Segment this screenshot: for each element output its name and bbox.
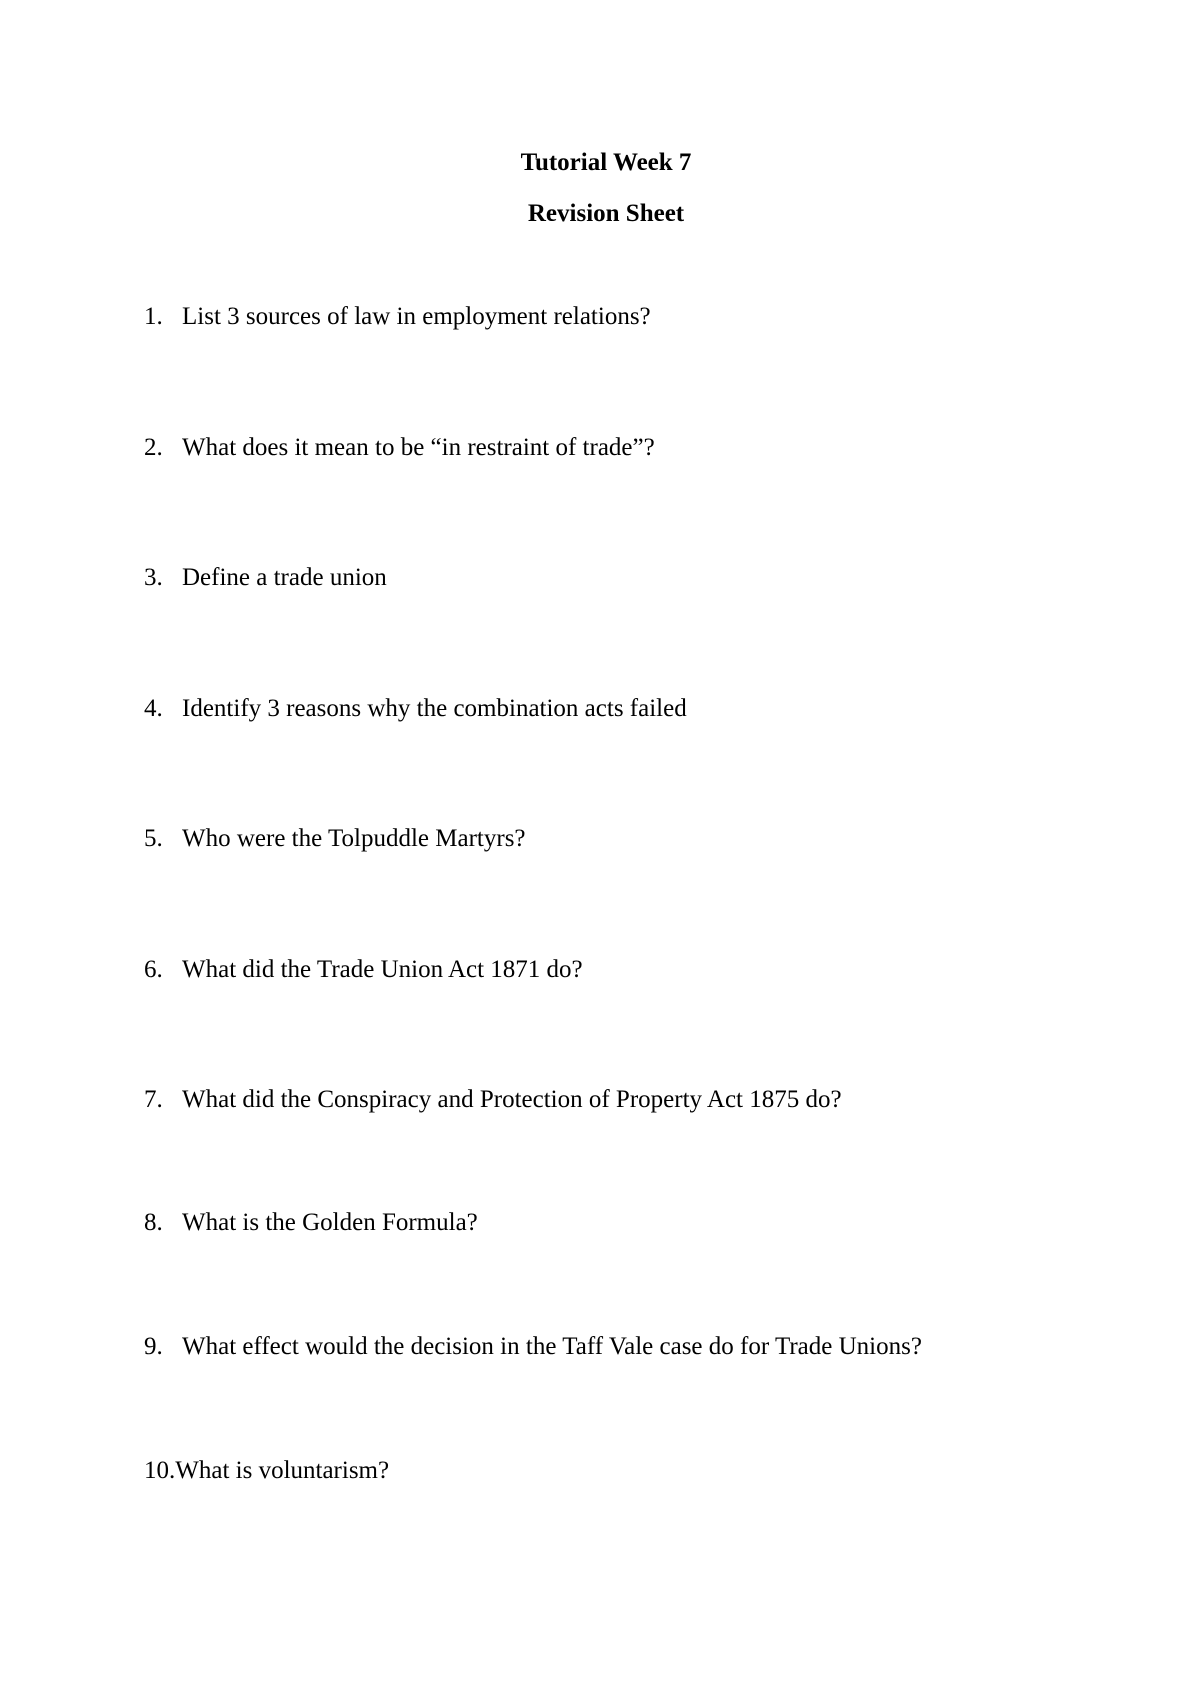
question-number: 3. xyxy=(144,564,163,591)
question-text: Who were the Tolpuddle Martyrs? xyxy=(182,825,526,852)
question-text: What is the Golden Formula? xyxy=(182,1209,478,1236)
question-text: What did the Trade Union Act 1871 do? xyxy=(182,956,583,983)
question-number: 5. xyxy=(144,825,163,852)
question-item xyxy=(144,1332,922,1362)
question-number: 6. xyxy=(144,956,163,983)
question-text: Identify 3 reasons why the combination acts failed xyxy=(182,695,687,722)
question-number: 9. xyxy=(144,1333,163,1360)
question-number: 8. xyxy=(144,1209,163,1236)
question-item xyxy=(144,1456,389,1486)
question-text: List 3 sources of law in employment relations? xyxy=(182,303,651,330)
question-item xyxy=(144,1208,478,1238)
question-text: What is voluntarism? xyxy=(175,1457,390,1484)
question-number: 7. xyxy=(144,1086,163,1113)
page-title: Tutorial Week 7 xyxy=(520,149,692,176)
question-text: What effect would the decision in the Taff Vale case do for Trade Unions? xyxy=(182,1333,922,1360)
question-item xyxy=(144,563,387,593)
question-item xyxy=(144,955,583,985)
question-number: 2. xyxy=(144,434,163,461)
question-text: What does it mean to be “in restraint of trade”? xyxy=(182,434,655,461)
question-text: What did the Conspiracy and Protection of Property Act 1875 do? xyxy=(182,1086,842,1113)
question-item xyxy=(144,433,655,463)
question-item xyxy=(144,302,651,332)
page-subtitle: Revision Sheet xyxy=(527,200,685,227)
question-item xyxy=(144,694,687,724)
question-number: 1. xyxy=(144,303,163,330)
question-text: Define a trade union xyxy=(182,564,387,591)
question-item xyxy=(144,824,526,854)
question-number: 10. xyxy=(144,1457,176,1484)
question-item xyxy=(144,1085,842,1115)
question-number: 4. xyxy=(144,695,163,722)
